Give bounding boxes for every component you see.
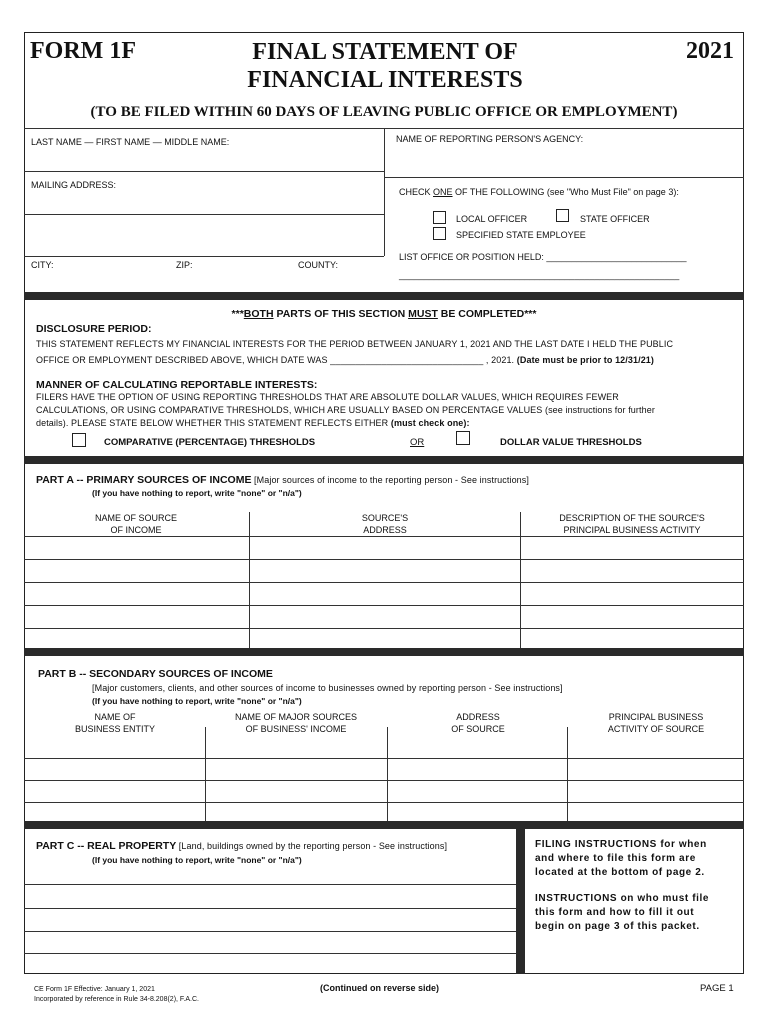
table-row[interactable] xyxy=(24,628,744,629)
manner-heading: MANNER OF CALCULATING REPORTABLE INTERESTS: xyxy=(36,379,318,391)
section-band xyxy=(24,648,744,656)
divider xyxy=(384,128,385,256)
section-band xyxy=(24,292,744,300)
mailing-address-label: MAILING ADDRESS: xyxy=(31,180,117,190)
comparative-checkbox[interactable] xyxy=(72,433,86,447)
instruction-divider xyxy=(516,829,525,974)
local-officer-checkbox[interactable] xyxy=(433,211,446,224)
specified-state-employee-label: SPECIFIED STATE EMPLOYEE xyxy=(456,230,586,240)
table-row[interactable] xyxy=(24,780,744,781)
state-officer-checkbox[interactable] xyxy=(556,209,569,222)
part-c-heading: PART C -- REAL PROPERTY [Land, buildings owned by the reporting person - See instructions] xyxy=(36,840,448,852)
section-band xyxy=(24,821,744,829)
form-effective-note: CE Form 1F Effective: January 1, 2021 Incorporated by reference in Rule 34-8.208(2), F.A.C. xyxy=(34,986,199,1003)
part-b-col-major-sources: NAME OF MAJOR SOURCES OF BUSINESS' INCOME xyxy=(234,712,357,734)
table-row[interactable] xyxy=(24,559,744,560)
filing-instructions: FILING INSTRUCTIONS for when and where to file this form are located at the bottom of page 2. xyxy=(535,839,707,878)
table-row[interactable] xyxy=(24,884,516,885)
county-label: COUNTY: xyxy=(298,260,339,270)
title-line-1: FINAL STATEMENT OF xyxy=(252,39,518,65)
part-b-nothing-note: (If you have nothing to report, write "none" or "n/a") xyxy=(92,696,302,706)
manner-text-2: CALCULATIONS, OR USING COMPARATIVE THRESHOLDS, WHICH ARE USUALLY BASED ON PERCENTAGE VALUES (see instructions for further xyxy=(36,405,655,415)
name-label: LAST NAME — FIRST NAME — MIDDLE NAME: xyxy=(31,137,230,147)
or-label: OR xyxy=(410,437,425,448)
local-officer-label: LOCAL OFFICER xyxy=(456,214,528,224)
divider xyxy=(24,171,384,172)
office-held-field[interactable]: LIST OFFICE OR POSITION HELD: ____________________________ xyxy=(399,252,687,262)
city-label: CITY: xyxy=(31,260,54,270)
office-held-line-2[interactable]: ________________________________________________________ xyxy=(399,270,680,280)
divider xyxy=(24,256,384,257)
part-a-col-name: NAME OF SOURCE OF INCOME xyxy=(94,513,177,535)
form-year: 2021 xyxy=(686,38,734,64)
part-c-nothing-note: (If you have nothing to report, write "none" or "n/a") xyxy=(92,855,302,865)
part-b-col-address: ADDRESS OF SOURCE xyxy=(451,712,505,734)
who-must-file-instructions: INSTRUCTIONS on who must file this form and how to fill it out begin on page 3 of this packet. xyxy=(535,893,710,932)
part-b-col-activity: PRINCIPAL BUSINESS ACTIVITY OF SOURCE xyxy=(607,712,705,734)
manner-text-3: details). PLEASE STATE BELOW WHETHER THIS STATEMENT REFLECTS EITHER (must check one): xyxy=(36,418,470,428)
part-b-note: [Major customers, clients, and other sources of income to businesses owned by reporting person - See instructions] xyxy=(92,683,563,693)
page-number: PAGE 1 xyxy=(700,983,734,994)
table-row[interactable] xyxy=(24,605,744,606)
manner-text-1: FILERS HAVE THE OPTION OF USING REPORTING THRESHOLDS THAT ARE ABSOLUTE DOLLAR VALUES, WHICH REQUIRES FEWER xyxy=(36,392,619,402)
dollar-value-label: DOLLAR VALUE THRESHOLDS xyxy=(500,437,642,448)
agency-label: NAME OF REPORTING PERSON'S AGENCY: xyxy=(396,134,584,144)
table-row[interactable] xyxy=(24,758,744,759)
divider xyxy=(384,177,744,178)
part-a-col-description: DESCRIPTION OF THE SOURCE'S PRINCIPAL BUSINESS ACTIVITY xyxy=(559,513,705,535)
period-text-2: OFFICE OR EMPLOYMENT DESCRIBED ABOVE, WHICH DATE WAS ______________________________ , 2021. (Date must be prior to 12/31/21) xyxy=(36,355,655,365)
comparative-label: COMPARATIVE (PERCENTAGE) THRESHOLDS xyxy=(104,437,316,448)
form-number: FORM 1F xyxy=(30,38,136,64)
disclosure-period-heading: DISCLOSURE PERIOD: xyxy=(36,323,152,335)
divider xyxy=(387,727,388,821)
table-row[interactable] xyxy=(24,953,516,954)
form-title xyxy=(185,38,585,94)
divider xyxy=(205,727,206,821)
specified-state-employee-checkbox[interactable] xyxy=(433,227,446,240)
part-b-col-entity: NAME OF BUSINESS ENTITY xyxy=(74,712,155,734)
check-one-text: CHECK ONE OF THE FOLLOWING (see "Who Must File" on page 3): xyxy=(399,187,679,197)
continued-note: (Continued on reverse side) xyxy=(320,983,440,993)
part-a-nothing-note: (If you have nothing to report, write "none" or "n/a") xyxy=(92,488,302,498)
divider xyxy=(24,214,384,215)
part-a-heading: PART A -- PRIMARY SOURCES OF INCOME [Major sources of income to the reporting person - See instructions] xyxy=(36,474,529,486)
period-text-1: THIS STATEMENT REFLECTS MY FINANCIAL INTERESTS FOR THE PERIOD BETWEEN JANUARY 1, 2021 AND THE LAST DATE I HELD THE PUBLIC xyxy=(36,339,674,349)
state-officer-label: STATE OFFICER xyxy=(580,214,650,224)
table-row[interactable] xyxy=(24,536,744,537)
table-row[interactable] xyxy=(24,908,516,909)
section-band xyxy=(24,456,744,464)
form-subtitle: (TO BE FILED WITHIN 60 DAYS OF LEAVING PUBLIC OFFICE OR EMPLOYMENT) xyxy=(90,104,678,120)
table-row[interactable] xyxy=(24,802,744,803)
part-a-col-address: SOURCE'S ADDRESS xyxy=(361,513,409,535)
part-b-heading: PART B -- SECONDARY SOURCES OF INCOME xyxy=(38,668,273,680)
divider xyxy=(567,727,568,821)
both-parts-notice: ***BOTH PARTS OF THIS SECTION MUST BE COMPLETED*** xyxy=(231,308,537,320)
table-row[interactable] xyxy=(24,931,516,932)
table-row[interactable] xyxy=(24,582,744,583)
dollar-value-checkbox[interactable] xyxy=(456,431,470,445)
zip-label: ZIP: xyxy=(176,260,193,270)
title-line-2: FINANCIAL INTERESTS xyxy=(247,67,523,93)
